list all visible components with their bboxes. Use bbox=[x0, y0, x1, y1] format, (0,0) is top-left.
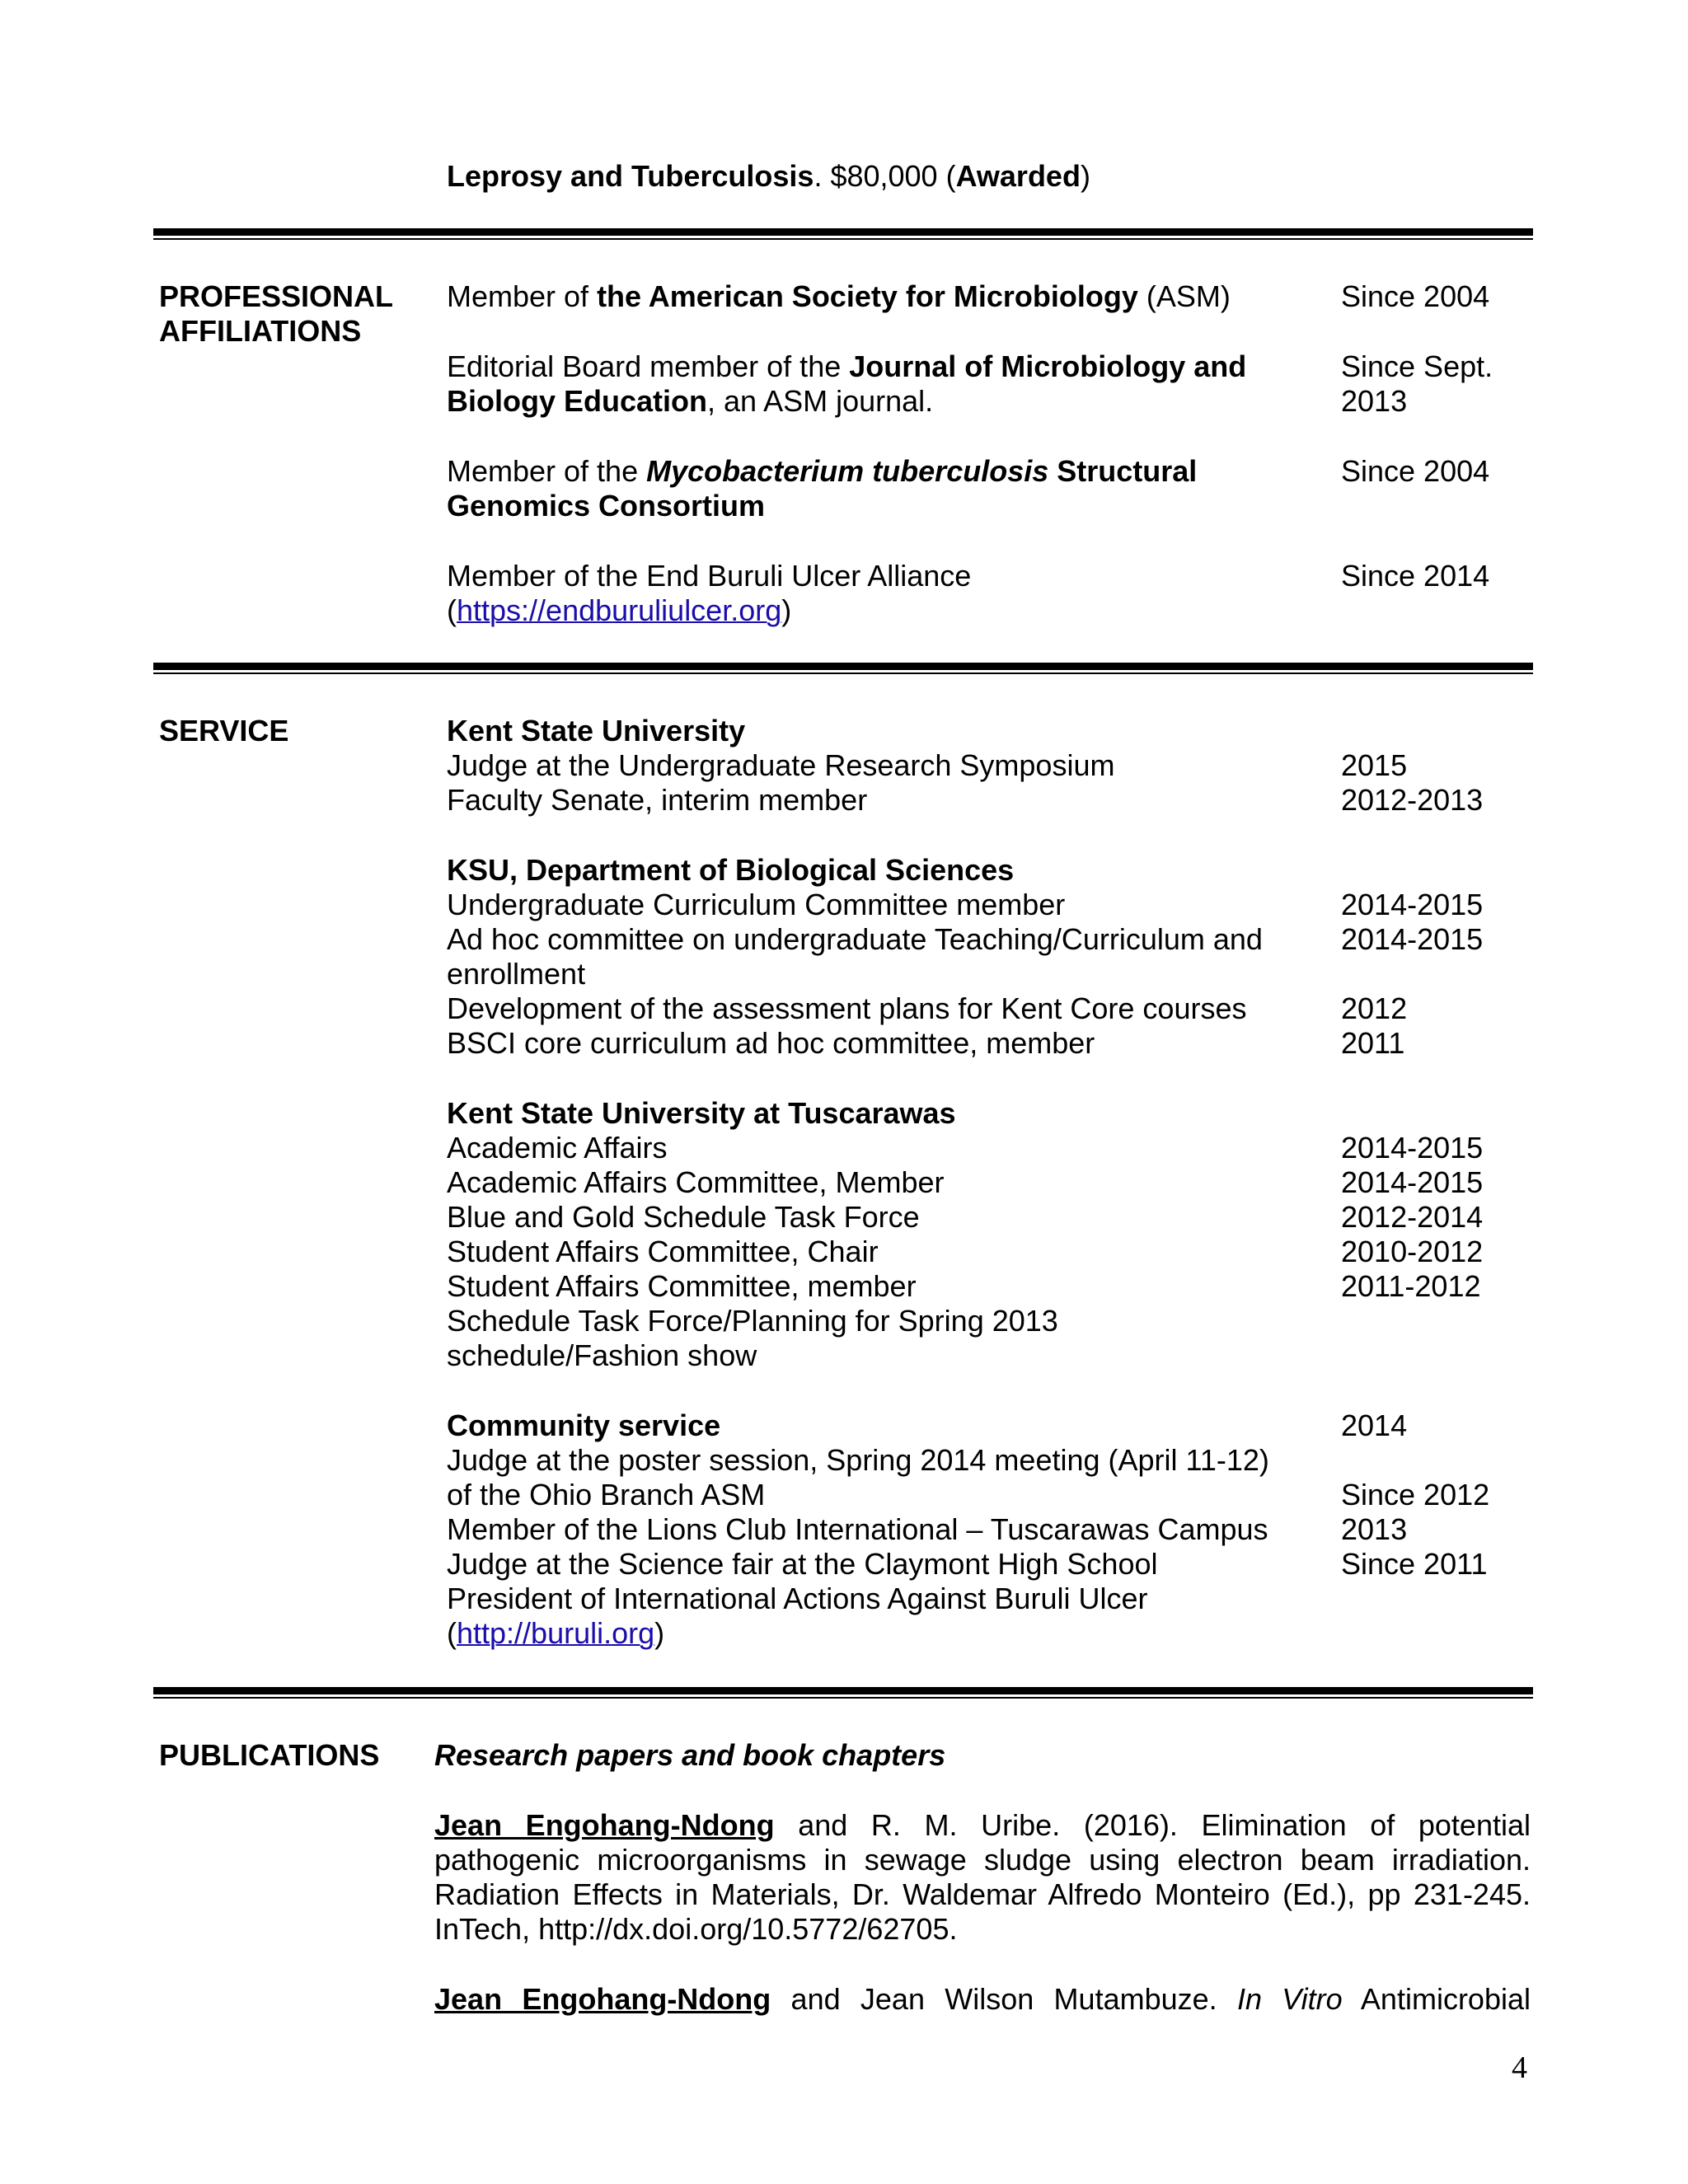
affiliation-mtb-date: Since 2004 bbox=[1341, 454, 1490, 488]
affiliation-mtb-line2: Genomics Consortium bbox=[447, 489, 766, 523]
affiliation-asm bbox=[447, 279, 1231, 314]
funding-title: Leprosy and Tuberculosis bbox=[447, 159, 814, 193]
publication-author: Jean Engohang-Ndong bbox=[434, 1808, 775, 1842]
publication-entry bbox=[434, 1982, 1531, 2017]
service-item: Student Affairs Committee, Chair bbox=[447, 1235, 879, 1268]
publication-author: Jean Engohang-Ndong bbox=[434, 1982, 771, 2016]
service-item: Schedule Task Force/Planning for Spring 2013 bbox=[447, 1304, 1058, 1338]
service-item-date: 2011-2012 bbox=[1341, 1269, 1481, 1303]
funding-status: Awarded bbox=[955, 159, 1081, 193]
affiliation-jmbe-journal-2: Biology Education bbox=[447, 384, 708, 418]
service-item: Ad hoc committee on undergraduate Teaching/Curriculum and bbox=[447, 922, 1263, 956]
section-rule-thick bbox=[153, 1687, 1533, 1694]
publication-entry bbox=[434, 1808, 1531, 1947]
service-item-date: 2015 bbox=[1341, 748, 1408, 782]
affiliations-heading-line1: PROFESSIONAL bbox=[159, 279, 394, 313]
service-item-date: 2014-2015 bbox=[1341, 922, 1484, 956]
buruli-org-link[interactable]: http://buruli.org bbox=[457, 1616, 655, 1650]
service-item: Academic Affairs Committee, Member bbox=[447, 1165, 945, 1199]
publication-italic: In Vitro bbox=[1236, 1982, 1343, 2016]
community-line-date: Since 2011 bbox=[1341, 1547, 1488, 1581]
service-item-date: 2010-2012 bbox=[1341, 1235, 1484, 1268]
affiliation-jmbe-date2: 2013 bbox=[1341, 384, 1408, 418]
affiliation-mtb-species: Mycobacterium tuberculosis bbox=[646, 454, 1049, 488]
section-rule-thin bbox=[153, 238, 1533, 240]
affiliation-ebua-line1: Member of the End Buruli Ulcer Alliance bbox=[447, 559, 972, 593]
affiliation-ebua-close: ) bbox=[781, 593, 792, 627]
buruli-close: ) bbox=[654, 1616, 665, 1650]
service-group-title: Kent State University at Tuscarawas bbox=[447, 1096, 956, 1130]
community-line: Judge at the Science fair at the Claymont High School bbox=[447, 1547, 1158, 1581]
community-line: of the Ohio Branch ASM bbox=[447, 1478, 766, 1511]
community-line: Judge at the poster session, Spring 2014 meeting (April 11-12) bbox=[447, 1443, 1269, 1477]
service-item: Student Affairs Committee, member bbox=[447, 1269, 917, 1303]
service-item: Blue and Gold Schedule Task Force bbox=[447, 1200, 920, 1234]
affiliation-ebua-date: Since 2014 bbox=[1341, 559, 1490, 593]
community-title: Community service bbox=[447, 1408, 721, 1442]
service-item-date: 2012-2013 bbox=[1341, 783, 1484, 817]
affiliation-jmbe-journal: Journal of Microbiology and bbox=[849, 349, 1247, 383]
service-heading: SERVICE bbox=[159, 714, 289, 748]
community-line-link bbox=[447, 1616, 664, 1651]
affiliation-asm-org: the American Society for Microbiology bbox=[597, 279, 1138, 313]
affiliation-asm-post: (ASM) bbox=[1137, 279, 1231, 313]
community-line-date: 2013 bbox=[1341, 1512, 1408, 1546]
endburuliulcer-link[interactable]: https://endburuliulcer.org bbox=[457, 593, 782, 627]
community-line-date: Since 2012 bbox=[1341, 1478, 1490, 1511]
affiliation-jmbe-post: , an ASM journal. bbox=[707, 384, 934, 418]
affiliation-asm-pre: Member of bbox=[447, 279, 598, 313]
affiliation-jmbe-pre: Editorial Board member of the bbox=[447, 349, 850, 383]
funding-line bbox=[447, 159, 1090, 194]
section-rule-thin bbox=[153, 673, 1533, 674]
service-item-date: 2011 bbox=[1341, 1026, 1405, 1060]
service-item-date: 2014-2015 bbox=[1341, 888, 1484, 921]
community-line: Member of the Lions Club International – Tuscarawas Campus bbox=[447, 1512, 1268, 1546]
community-title-date: 2014 bbox=[1341, 1408, 1408, 1442]
service-item-date: 2014-2015 bbox=[1341, 1165, 1484, 1199]
service-group-title: KSU, Department of Biological Sciences bbox=[447, 853, 1015, 887]
affiliations-heading-line2: AFFILIATIONS bbox=[159, 314, 362, 348]
affiliation-ebua-line2 bbox=[447, 593, 791, 628]
service-item: Development of the assessment plans for Kent Core courses bbox=[447, 991, 1247, 1025]
affiliation-jmbe-line2 bbox=[447, 384, 933, 419]
service-item-date: 2012 bbox=[1341, 991, 1408, 1025]
section-rule-thin bbox=[153, 1697, 1533, 1699]
service-item-cont: enrollment bbox=[447, 957, 586, 991]
buruli-open: ( bbox=[447, 1616, 457, 1650]
service-item-cont: schedule/Fashion show bbox=[447, 1338, 757, 1372]
publication-title-start: Antimicrobial bbox=[1342, 1982, 1531, 2016]
affiliation-ebua-open: ( bbox=[447, 593, 457, 627]
publications-heading: PUBLICATIONS bbox=[159, 1738, 380, 1772]
affiliation-jmbe-line1 bbox=[447, 349, 1246, 384]
service-item-date: 2014-2015 bbox=[1341, 1131, 1484, 1165]
affiliation-mtb-structural: Structural bbox=[1048, 454, 1198, 488]
affiliation-jmbe-date1: Since Sept. bbox=[1341, 349, 1493, 383]
service-item: Academic Affairs bbox=[447, 1131, 668, 1165]
affiliation-mtb-line1 bbox=[447, 454, 1197, 489]
affiliation-asm-date: Since 2004 bbox=[1341, 279, 1490, 313]
publication-coauthors: and Jean Wilson Mutambuze. bbox=[771, 1982, 1237, 2016]
affiliation-mtb-pre: Member of the bbox=[447, 454, 647, 488]
service-item: Faculty Senate, interim member bbox=[447, 783, 868, 817]
funding-close: ) bbox=[1080, 159, 1090, 193]
service-item: BSCI core curriculum ad hoc committee, member bbox=[447, 1026, 1095, 1060]
publications-subheading: Research papers and book chapters bbox=[434, 1738, 946, 1772]
service-group-title: Kent State University bbox=[447, 714, 746, 748]
publication-citation: and R. M. Uribe. (2016). Elimination of potential pathogenic microorganisms in sewage sludge using electron beam irradiation. Radiation Effects in Materials, Dr. Waldemar Alfredo Monteiro (Ed.), pp 231-245. InTech, http://dx.doi.org/10.5772/62705. bbox=[434, 1808, 1531, 1946]
funding-amount: . $80,000 ( bbox=[814, 159, 956, 193]
section-rule-thick bbox=[153, 228, 1533, 236]
service-item-date: 2012-2014 bbox=[1341, 1200, 1484, 1234]
section-rule-thick bbox=[153, 663, 1533, 670]
page-number: 4 bbox=[1512, 2050, 1527, 2085]
community-line: President of International Actions Against Buruli Ulcer bbox=[447, 1582, 1148, 1615]
service-item: Undergraduate Curriculum Committee member bbox=[447, 888, 1066, 921]
service-item: Judge at the Undergraduate Research Symposium bbox=[447, 748, 1115, 782]
